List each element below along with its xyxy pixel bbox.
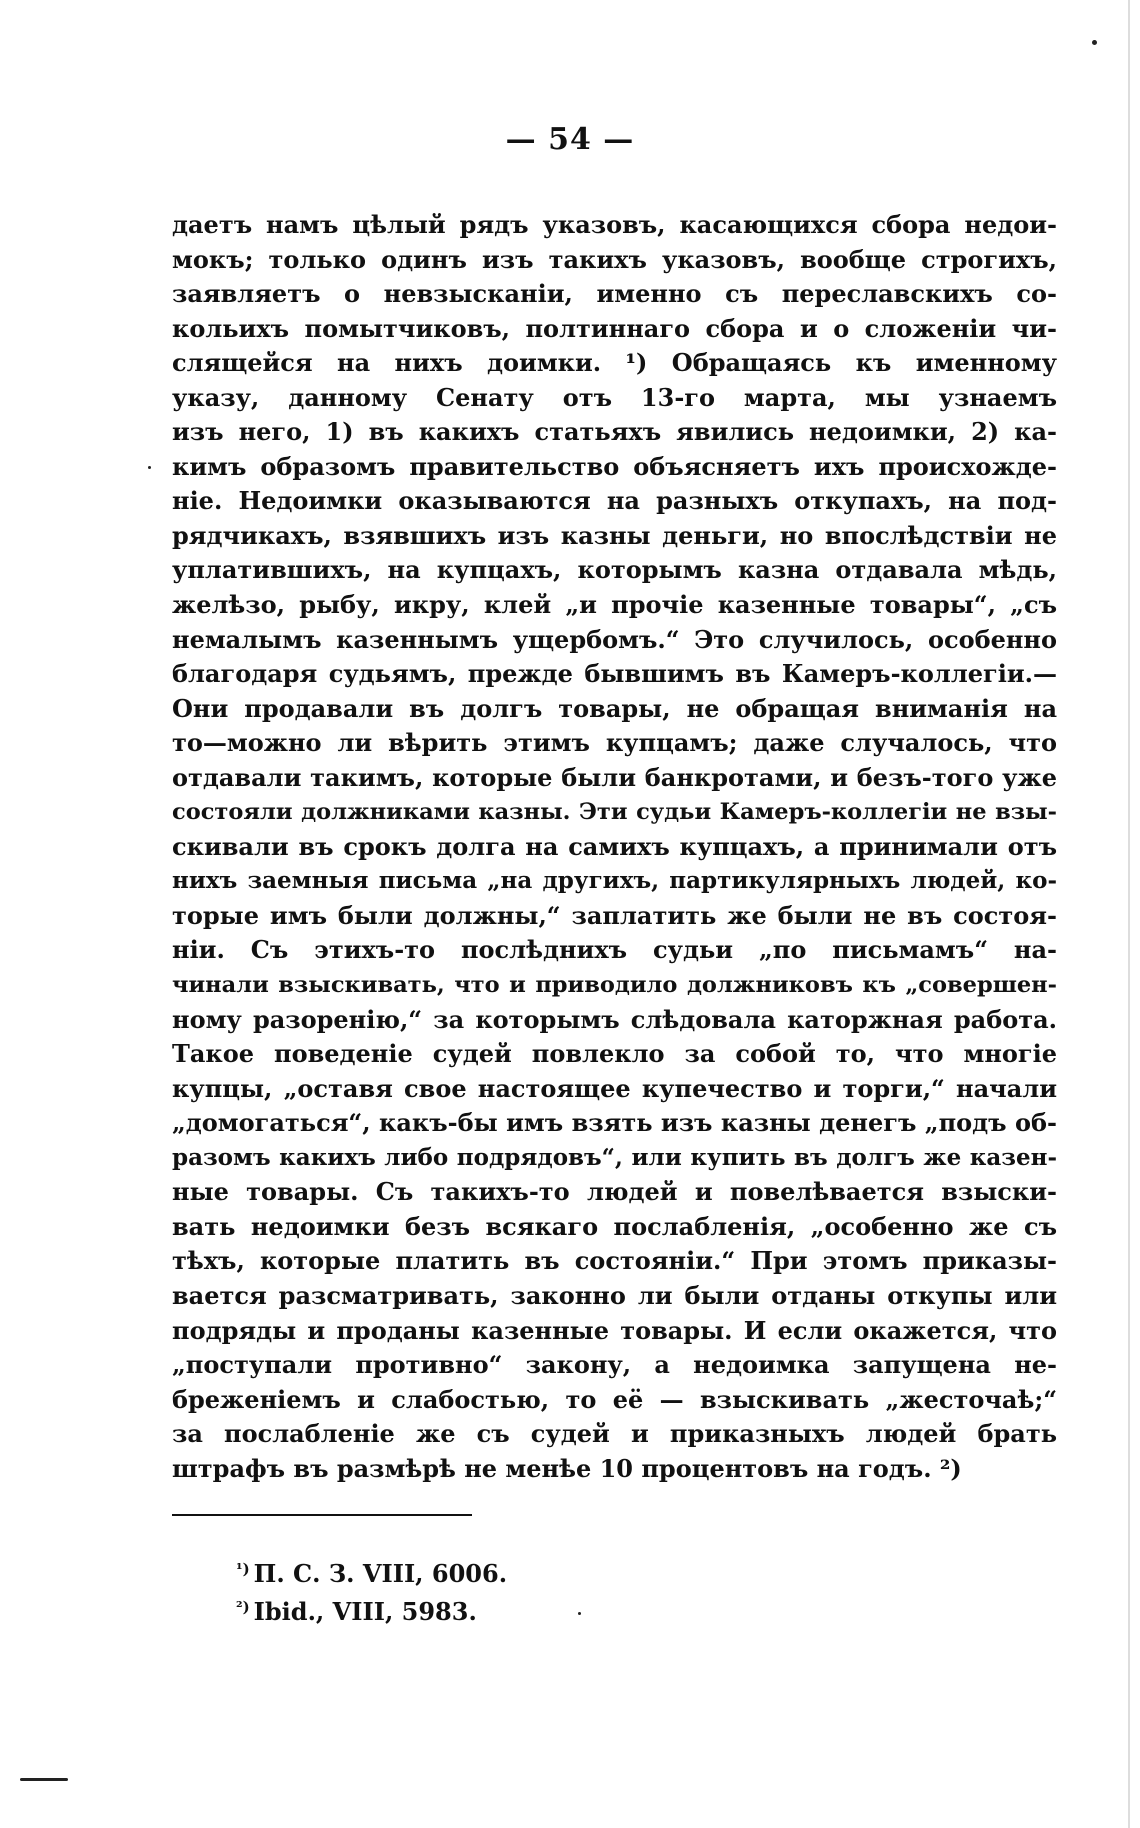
text-line: благодаря судьямъ, прежде бывшимъ въ Камеръ-коллегіи.— <box>172 659 1057 689</box>
text-line: скивали въ срокъ долга на самихъ купцахъ, а принимали отъ <box>172 831 1057 861</box>
text-line: вается разсматривать, законно ли были отданы откупы или <box>172 1280 1057 1310</box>
text-line: тѣхъ, которые платить въ состояніи.“ При этомъ приказы- <box>172 1246 1057 1276</box>
text-line: ные товары. Съ такихъ-то людей и повелѣвается взыски- <box>172 1177 1057 1207</box>
text-line: нихъ заемныя письма „на другихъ, партикулярныхъ людей, ко- <box>172 867 1057 895</box>
text-line: указу, данному Сенату отъ 13-го марта, мы узнаемъ <box>172 382 1057 412</box>
text-line: слящейся на нихъ доимки. ¹) Обращаясь къ именному <box>172 348 1057 378</box>
text-line-last: штрафъ въ размѣрѣ не менѣе 10 процентовъ на годъ. ²) <box>172 1453 962 1483</box>
text-line: ніе. Недоимки оказываются на разныхъ откупахъ, на под- <box>172 486 1057 516</box>
text-line: мокъ; только одинъ изъ такихъ указовъ, вообще строгихъ, <box>172 244 1057 274</box>
text-line: рядчикахъ, взявшихъ изъ казны деньги, но впослѣдствіи не <box>172 520 1057 550</box>
text-line: ніи. Съ этихъ-то послѣднихъ судьи „по письмамъ“ на- <box>172 935 1057 965</box>
footnote-text: Ibid., VIII, 5983. <box>253 1597 477 1626</box>
text-line: вать недоимки безъ всякаго послабленія, „особенно же съ <box>172 1211 1057 1241</box>
text-line: то—можно ли вѣрить этимъ купцамъ; даже случалось, что <box>172 728 1057 758</box>
text-line: бреженіемъ и слабостью, то её — взыскивать „жесточаѣ;“ <box>172 1384 1057 1414</box>
text-line: Такое поведеніе судей повлекло за собой то, что многіе <box>172 1039 1057 1069</box>
text-line: чинали взыскивать, что и приводило должниковъ къ „совершен- <box>172 972 1057 999</box>
page-edge-shadow <box>1128 0 1130 1828</box>
text-line: желѣзо, рыбу, икру, клей „и прочіе казенные товары“, „съ <box>172 590 1057 620</box>
text-line: кольихъ помытчиковъ, полтиннаго сбора и о сложеніи чи- <box>172 313 1057 343</box>
footnotes <box>236 1550 507 1626</box>
text-line: за послабленіе же съ судей и приказныхъ людей брать <box>172 1419 1057 1449</box>
margin-ink-stroke <box>20 1778 68 1781</box>
text-line: ному разоренію,“ за которымъ слѣдовала каторжная работа. <box>172 1004 1057 1034</box>
page-number: — 54 — <box>505 122 635 157</box>
text-line: купцы, „оставя свое настоящее купечество и торги,“ начали <box>172 1073 1057 1103</box>
text-line: заявляетъ о невзысканіи, именно съ переславскихъ со- <box>172 279 1057 309</box>
footnote-divider <box>172 1514 472 1516</box>
text-line: торые имъ были должны,“ заплатить же были не въ состоя- <box>172 900 1057 930</box>
footnote-marker: ¹) <box>236 1560 250 1578</box>
text-line: разомъ какихъ либо подрядовъ“, или купить въ долгъ же казен- <box>172 1143 1057 1171</box>
ink-speck <box>578 1612 581 1615</box>
text-line: Они продавали въ долгъ товары, не обращая вниманія на <box>172 693 1057 723</box>
text-line: „домогаться“, какъ-бы имъ взять изъ казны денегъ „подъ об- <box>172 1108 1057 1138</box>
text-line: состояли должниками казны. Эти судьи Камеръ-коллегіи не взы- <box>172 799 1057 826</box>
text-line: даетъ намъ цѣлый рядъ указовъ, касающихся сбора недои- <box>172 210 1057 239</box>
footnote-2 <box>236 1588 507 1626</box>
text-line: подряды и проданы казенные товары. И если окажется, что <box>172 1315 1057 1345</box>
text-line: „поступали противно“ закону, а недоимка запущена не- <box>172 1350 1057 1380</box>
ink-speck <box>148 466 151 469</box>
text-line: немалымъ казеннымъ ущербомъ.“ Это случилось, особенно <box>172 624 1057 654</box>
footnote-marker: ²) <box>236 1598 250 1616</box>
body-text <box>172 208 1057 1486</box>
footnote-1 <box>236 1550 507 1588</box>
footnote-text: П. С. З. VIII, 6006. <box>253 1559 508 1588</box>
ink-speck <box>1092 40 1097 45</box>
text-line: уплатившихъ, на купцахъ, которымъ казна отдавала мѣдь, <box>172 555 1057 585</box>
text-line: отдавали такимъ, которые были банкротами, и безъ-того уже <box>172 762 1057 792</box>
text-line: кимъ образомъ правительство объясняетъ ихъ происхожде- <box>172 451 1057 481</box>
text-line: изъ него, 1) въ какихъ статьяхъ явились недоимки, 2) ка- <box>172 417 1057 447</box>
